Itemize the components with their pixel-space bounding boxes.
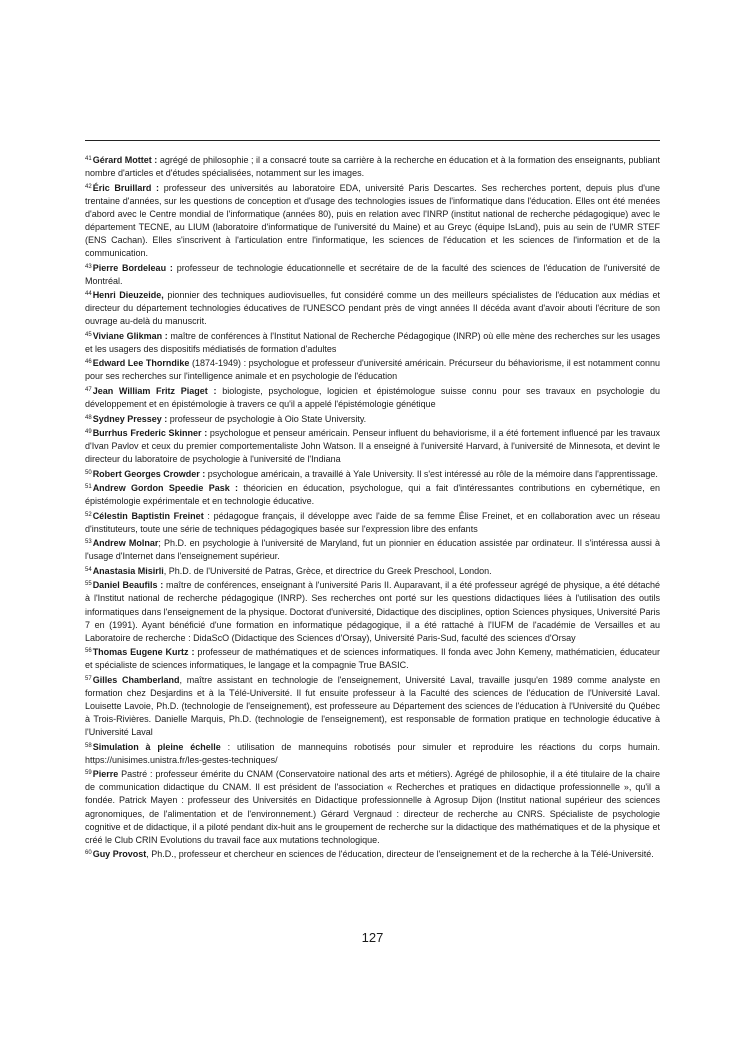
- footnote-number: 57: [85, 675, 92, 682]
- footnote-text: : pédagogue français, il développe avec l'aide de sa femme Élise Freinet, et en collaboration avec un réseau d'instituteurs, toute une série de techniques pédagogiques basée sur l'expression libre des enfants: [85, 510, 660, 534]
- footnote-text: biologiste, psychologue, logicien et épistémologue suisse connu pour ses travaux en psychologie du développement et en épistémologie à travers ce qu'il a appelé l'épistémologie génétique: [85, 385, 660, 410]
- footnote: [85, 537, 660, 563]
- footnote: [85, 289, 660, 328]
- footnote-name: Célestin Baptistin Freinet: [92, 510, 204, 521]
- footnote-name: Andrew Gordon Speedie Pask :: [92, 483, 239, 494]
- footnote-number: 50: [85, 469, 92, 476]
- footnote-number: 41: [85, 156, 92, 162]
- footnote-number: 54: [85, 566, 92, 573]
- footnote-text: pionnier des techniques audiovisuelles, fut considéré comme un des meilleurs spécialistes de l'éducation aux médias et directeur du département technologies éducatives de l'UNESCO pendant près de vingt années Il décéda avant d'avoir abouti l'écriture de son ouvrage au-delà du manuscrit.: [85, 290, 660, 327]
- footnote-text: , Ph.D. de l'Université de Patras, Grèce, et directrice du Greek Preschool, London.: [163, 565, 492, 576]
- footnote: [85, 262, 660, 288]
- footnote-name: Robert Georges Crowder :: [92, 468, 206, 479]
- footnote-number: 52: [85, 511, 92, 518]
- page-number: 127: [361, 930, 384, 945]
- footnote-text: professeur de technologie éducationnelle et secrétaire de de la faculté des sciences de l'éducation de l'université de Montréal.: [85, 262, 660, 286]
- footnote: [85, 357, 660, 383]
- document-page: [85, 0, 660, 1053]
- footnote: [85, 468, 660, 481]
- footnotes-block: [85, 154, 660, 863]
- footnote-text: , Ph.D., professeur et chercheur en sciences de l'éducation, directeur de l'enseignement et de la recherche à la Télé-Université.: [146, 849, 654, 860]
- footnote-number: 48: [85, 414, 92, 421]
- footnote: [85, 646, 660, 672]
- footnote: [85, 385, 660, 411]
- footnote-name: Sydney Pressey :: [92, 413, 168, 424]
- footnote-name: Pierre Bordeleau :: [92, 262, 173, 273]
- footnote-number: 43: [85, 263, 92, 270]
- footnote-name: Daniel Beaufils :: [92, 580, 164, 591]
- footnote-number: 49: [85, 429, 92, 435]
- footnote-number: 56: [85, 648, 92, 655]
- footnote-name: Simulation à pleine échelle: [92, 741, 221, 752]
- footnote: [85, 741, 660, 767]
- footnote: [85, 413, 660, 426]
- footnote-name: Gilles Chamberland: [92, 674, 180, 685]
- footnote-number: 59: [85, 770, 92, 777]
- footnote-name: Gérard Mottet :: [92, 155, 158, 165]
- footnote: [85, 768, 660, 847]
- footnote-name: Anastasia Misirli: [92, 565, 164, 576]
- footnote-number: 55: [85, 581, 92, 588]
- footnote-name: Edward Lee Thorndike: [92, 358, 190, 369]
- footnote-text: professeur de psychologie à Oio State University.: [167, 413, 367, 424]
- footnote-text: psychologue et penseur américain. Penseur influent du behaviorisme, il a été fortement influencé par les travaux d'Ivan Pavlov et ceux du premier comportementaliste John Watson. Il a enseigné à l'université Harvard, à l'université de Minnesota, et devint le directeur du laboratoire de psychologie à l'université de l'Indiana: [85, 428, 660, 465]
- footnote-name: Pierre: [92, 769, 119, 780]
- footnote: [85, 674, 660, 739]
- footnote-text: agrégé de philosophie ; il a consacré toute sa carrière à la recherche en éducation et à la formation des enseignants, publiant nombre d'articles et d'études spécialisées, notamment sur les images.: [85, 155, 660, 179]
- footnote-text: psychologue américain, a travaillé à Yale University. Il s'est intéressé au rôle de la mémoire dans l'apprentissage.: [205, 468, 658, 479]
- footnote-number: 60: [85, 850, 92, 857]
- footnote-number: 53: [85, 539, 92, 546]
- footnote-number: 58: [85, 742, 92, 749]
- footnote-name: Andrew Molnar: [92, 538, 159, 549]
- footnote-number: 51: [85, 484, 92, 491]
- footnote-name: Thomas Eugene Kurtz :: [92, 647, 195, 658]
- footnote-text: , maître assistant en technologie de l'enseignement, Université Laval, travaille jusqu'en 1989 comme analyste en formation chez Desjardins et à la Télé-Université. Il fut ensuite professeur à la Faculté des sciences de l'éducation de l'Université Laval. Louisette Lavoie, Ph.D. (technologie de l'enseignement), est professeure au Département des sciences de l'éducation à l'Université du Québec à Trois-Rivières. Danielle Marquis, Ph.D. (technologie de l'enseignement), est responsable de formation pratique en technologie éducative à l'Université Laval: [85, 674, 660, 738]
- footnote-text: ; Ph.D. en psychologie à l'université de Maryland, fut un pionnier en éducation assistée par ordinateur. Il s'intéressa aussi à l'usage d'Internet dans l'enseignement supérieur.: [85, 538, 660, 562]
- footnote-text: professeur de mathématiques et de sciences informatiques. Il fonda avec John Kemeny, mathématicien, éducateur et spécialiste de sciences informatiques, le langage et la compagnie True BASIC.: [85, 647, 660, 671]
- footnote: [85, 565, 660, 578]
- footnote: [85, 482, 660, 508]
- footnote-separator: [85, 140, 660, 141]
- footnote-name: Burrhus Frederic Skinner :: [92, 428, 208, 438]
- footnote-number: 45: [85, 331, 92, 338]
- footnote-text: professeur des universités au laboratoire EDA, université Paris Descartes. Ses recherches portent, depuis plus d'une trentaine d'années, sur les questions de conception et d'usage des technologies issues de l'informatique dans l'éducation. Elles ont été menées d'abord avec le Centre mondial de l'informatique (années 80), puis en relation avec l'INRP (institut national de recherche pédagogique) avec le département TECNE, au LIUM (laboratoire d'informatique de l'université du Maine) et au Greyc (équipe IsLand), puis au sein de l'UMR STEF (ENS Cachan). Elles s'inscrivent à l'articulation entre l'informatique, les sciences de l'éducation et les sciences de l'information et de la communication.: [85, 182, 660, 259]
- footnote-text: maître de conférences, enseignant à l'université Paris II. Auparavant, il a été professeur agrégé de physique, a été détaché à l'Institut national de recherche pédagogique (INRP). Ses recherches ont porté sur les questions didactiques liées à l'utilisation des outils informatiques dans l'enseignement de la physique. Doctorat d'université, Didactique des disciplines, option Sciences physiques, Université Paris 7 en (1991). Ayant bénéficié d'une formation en informatique pédagogique, il a été rattaché à l'IUFM de l'académie de Versailles et au Laboratoire de recherche : DidaScO (Didactique des Sciences d'Orsay), Université Paris-Sud, faculté des sciences d'Orsay: [85, 580, 660, 643]
- footnote-name: Viviane Glikman :: [92, 330, 168, 341]
- footnote-text: théoricien en éducation, psychologue, qui a fait d'intéressantes contributions en cybernétique, en épistémologie expérimentale et en technologie éducative.: [85, 483, 660, 507]
- footnote-text: (1874-1949) : psychologue et professeur d'université américain. Précurseur du béhaviorisme, il est notamment connu pour ses recherches sur l'intelligence animale et en psychologie de l'éducation: [85, 358, 660, 382]
- footnote-name: Henri Dieuzeide,: [92, 290, 164, 301]
- footnote-name: Éric Bruillard :: [92, 182, 160, 193]
- footnote-name: Guy Provost: [92, 849, 147, 860]
- footnote-number: 46: [85, 359, 92, 366]
- footnote: [85, 510, 660, 536]
- footnote-text: Pastré : professeur émérite du CNAM (Conservatoire national des arts et métiers). Agrégé de philosophie, il a été titulaire de la chaire de communication didactique du CNAM. Il est président de l'association « Recherches et pratiques en didactique professionnelle », qu'il a fondée. Patrick Mayen : professeur des Universités en Didactique professionnelle à Agrosup Dijon (Institut national supérieur des sciences agronomiques, de l'alimentation et de l'environnement.) Gérard Vergnaud : directeur de recherche au CNRS. Spécialiste de psychologie cognitive et de didactique, il a piloté pendant dix-huit ans le groupement de recherche sur la didactique des mathématiques et de la physique et créé le Club CRIN Evolutions du travail face aux mutations technologique.: [85, 769, 660, 845]
- footnote-number: 47: [85, 386, 92, 393]
- footnote: [85, 154, 660, 180]
- footnote-number: 44: [85, 291, 92, 298]
- footnote: [85, 579, 660, 644]
- footnote-number: 42: [85, 183, 92, 190]
- footnote: [85, 427, 660, 466]
- footnote-name: Jean William Fritz Piaget :: [92, 385, 217, 396]
- footnote: [85, 330, 660, 356]
- footnote: [85, 848, 660, 861]
- footnote-text: : utilisation de mannequins robotisés pour simuler et reproduire les réactions du corps humain. https://unisimes.unistra.fr/les-gestes-techniques/: [85, 741, 660, 765]
- footnote-text: maître de conférences à l'Institut National de Recherche Pédagogique (INRP) où elle mène des recherches sur les usages et les usagers des dispositifs médiatisés de formation d'adultes: [85, 330, 660, 354]
- footnote: [85, 182, 660, 261]
